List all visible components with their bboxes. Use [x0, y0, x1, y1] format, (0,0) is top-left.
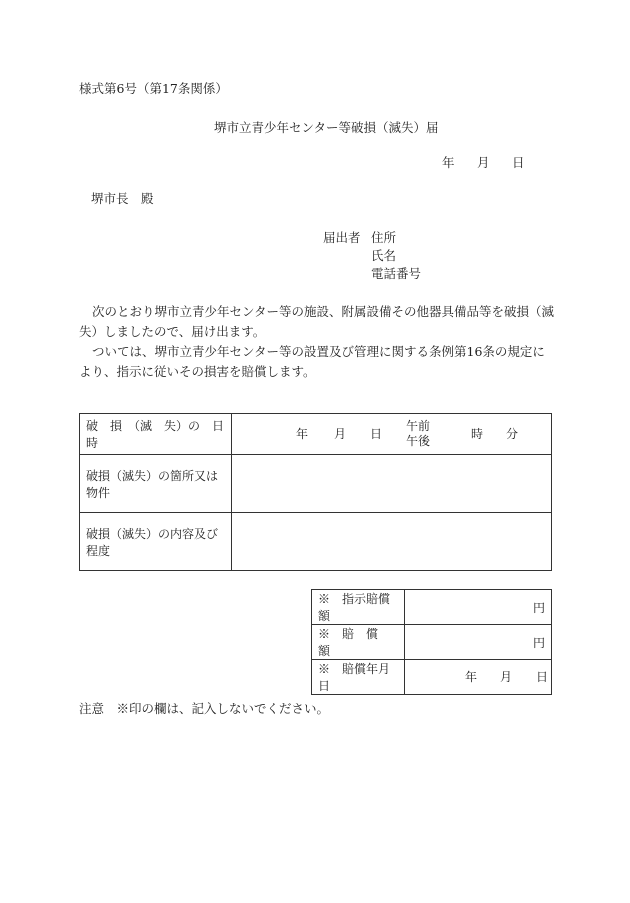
form-note: 注意 ※印の欄は、記入しないでください。 [79, 701, 330, 716]
comp-day: 日 [536, 670, 549, 684]
damage-location-row [80, 455, 552, 513]
comp-year: 年 [465, 670, 478, 684]
dt-pm: 午後 [406, 434, 431, 448]
damage-location-field[interactable] [232, 455, 552, 513]
damage-datetime-row [80, 414, 552, 455]
form-number: 様式第6号（第17条関係） [79, 81, 228, 96]
ordered-amount-row [312, 590, 552, 625]
damage-table [79, 413, 552, 571]
compensation-date-row [312, 660, 552, 695]
dt-am: 午前 [406, 419, 431, 433]
address-label: 住所 [371, 230, 397, 245]
dt-hour: 時 [471, 427, 484, 441]
compensation-date-label: ※ 賠償年月日 [312, 660, 405, 695]
dt-month: 月 [334, 427, 347, 441]
name-label: 氏名 [371, 248, 397, 263]
compensation-amount-unit: 円 [532, 635, 545, 650]
compensation-date-field[interactable] [405, 660, 552, 695]
date-month: 月 [477, 155, 490, 170]
dt-minute: 分 [506, 427, 519, 441]
damage-details-label: 破損（滅失）の内容及び程度 [80, 513, 232, 571]
dt-year: 年 [296, 427, 309, 441]
compensation-amount-field[interactable] [405, 625, 552, 660]
ordered-amount-unit: 円 [532, 600, 545, 615]
compensation-amount-label: ※ 賠 償 額 [312, 625, 405, 660]
phone-label: 電話番号 [371, 266, 422, 281]
damage-datetime-field[interactable] [232, 414, 552, 455]
dt-day: 日 [370, 427, 383, 441]
date-year: 年 [442, 155, 455, 170]
ordered-amount-label: ※ 指示賠償額 [312, 590, 405, 625]
damage-details-row [80, 513, 552, 571]
date-day: 日 [512, 155, 525, 170]
damage-details-field[interactable] [232, 513, 552, 571]
official-use-table [311, 589, 552, 695]
comp-month: 月 [500, 670, 513, 684]
damage-location-label: 破損（滅失）の箇所又は物件 [80, 455, 232, 513]
form-title: 堺市立青少年センター等破損（滅失）届 [214, 120, 439, 135]
body-paragraph-1: 次のとおり堺市立青少年センター等の施設、附属設備その他器具備品等を破損（滅失）しましたので、届け出ます。 [79, 304, 555, 339]
body-paragraph-2: ついては、堺市立青少年センター等の設置及び管理に関する条例第16条の規定により、指示に従いその損害を賠償します。 [79, 344, 545, 379]
applicant-label: 届出者 [323, 230, 361, 245]
damage-datetime-label: 破 損 （滅 失）の 日 時 [80, 414, 232, 455]
addressee: 堺市長 殿 [91, 191, 154, 206]
ordered-amount-field[interactable] [405, 590, 552, 625]
compensation-amount-row [312, 625, 552, 660]
